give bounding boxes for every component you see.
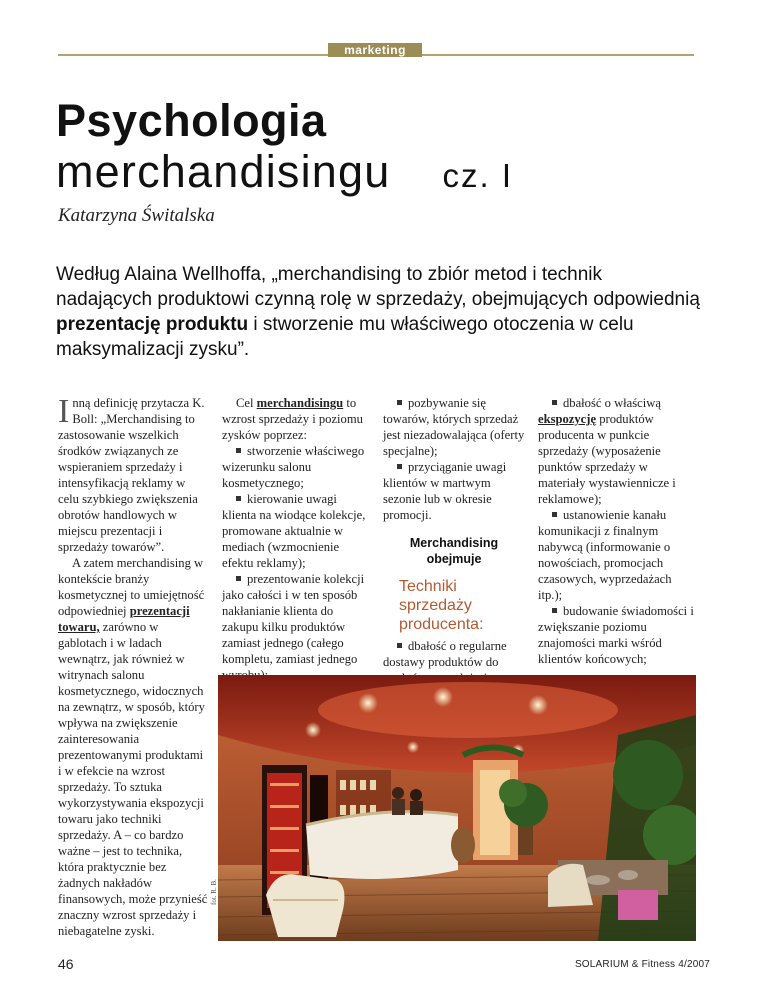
list-item <box>538 507 694 603</box>
link-prezentacji-towaru[interactable]: prezentacji towaru, <box>58 604 190 634</box>
col1-text-3: zarówno w gablotach i w ladach wewnątrz, jak również w witrynach salonu kosmetycznego, widocznych na zewnątrz, w sposób, który wpływa na zwiększenie zainteresowania prezentowanymi produktami i w efekcie na wzrost sprzedaży. To sztuka wykorzystywania ekspozycji towaru jako techniki sprzedaży. A – co bardzo ważne – jest to technika, która praktycznie bez żadnych nakładów finansowych, może przynieść znaczny wzrost sprzedaży i niebagatelne zyski. <box>58 620 208 938</box>
bullet-icon <box>397 643 402 648</box>
bullet-icon <box>552 608 557 613</box>
column-3 <box>383 395 525 718</box>
lead-paragraph <box>56 262 701 362</box>
col4-text-1: dbałość o właściwą <box>563 396 661 410</box>
list-item <box>383 395 525 459</box>
col2-bullet-3: prezentowanie kolekcji jako całości i w ten sposób nakłanianie klienta do zakupu kilku produktów zamiast jednego (całego kompletu, zamiast jednego <box>222 572 365 666</box>
title-line-2 <box>56 147 513 201</box>
col2-text-1: Cel <box>236 396 257 410</box>
title-part: cz. I <box>442 157 513 194</box>
col4-bullet-3: budowanie świadomości i zwiększanie poziomu znajomości marki wśród klientów końcowych; <box>538 604 694 666</box>
bullet-icon <box>236 448 241 453</box>
section-tag: marketing <box>328 43 422 57</box>
bullet-icon <box>552 512 557 517</box>
bullet-icon <box>397 400 402 405</box>
salon-interior-illustration <box>218 675 696 941</box>
subheading: Techniki sprzedaży producenta: <box>399 578 484 633</box>
page-number: 46 <box>58 956 74 972</box>
col3-bullet-3: dbałość o regularne dostawy produktów do <box>383 639 507 669</box>
salon-photo <box>218 675 696 941</box>
list-item <box>538 395 694 507</box>
drop-cap: I <box>58 393 70 430</box>
col2-bullet-2: kierowanie uwagi klienta na wiodące kolekcje, promowane aktualnie w mediach (wzmocnienie efektu reklamy); <box>222 492 366 570</box>
col2-intro <box>222 395 370 443</box>
box-heading: Merchandising obejmuje <box>409 536 499 566</box>
list-item <box>538 603 694 667</box>
col3-bullet-2: przyciąganie uwagi klientów w martwym sezonie lub w okresie promocji. <box>383 460 507 522</box>
lead-bold: prezentację produktu <box>56 314 249 335</box>
col1-text-1: nną definicję przytacza K. Boll: „Merchandising to zastosowanie wszelkich środków związanych ze wspieraniem sprzedaży i intensyfikacją reklamy w celu szybkiego zwiększenia obrotów handlowych w miejscu prezentacji i sprzedaży towarów”. <box>58 396 205 554</box>
col3-bullet-1: pozbywanie się towarów, których sprzedaż jest niezadowalająca (oferty specjalne); <box>383 396 525 458</box>
lead-text-1: Według Alaina Wellhoffa, „merchandising to zbiór metod i technik nadających produktowi czynną rolę w sprzedaży, obejmujących odpowiednią <box>56 264 700 310</box>
bullet-icon <box>397 464 402 469</box>
col2-bullet-1: stworzenie właściwego wizerunku salonu kosmetycznego; <box>222 444 365 490</box>
bullet-icon <box>236 496 241 501</box>
lead-text-2: i stworzenie mu właściwego otoczenia w celu maksymalizacji zysku”. <box>56 314 634 360</box>
author: Katarzyna Świtalska <box>58 205 215 226</box>
bullet-icon <box>236 576 241 581</box>
column-4 <box>538 395 694 667</box>
column-2 <box>222 395 370 683</box>
column-1 <box>58 395 208 939</box>
list-item <box>222 443 370 491</box>
col4-bullet-2: ustanowienie kanału komunikacji z finalnym nabywcą (informowanie o nowościach, promocjach czasowych, wyprzedażach itp.); <box>538 508 672 602</box>
col1-paragraph-1 <box>58 395 208 555</box>
photo-credit: fot. R. B. <box>210 879 218 905</box>
footer-publication: SOLARIUM & Fitness 4/2007 <box>574 959 710 970</box>
title-main: merchandisingu <box>56 146 391 197</box>
col1-text-2: A zatem merchandising w kontekście branży kosmetycznej to umiejętność odpowiedniej <box>58 556 205 618</box>
list-item <box>222 491 370 571</box>
list-item <box>222 571 370 683</box>
bullet-icon <box>552 400 557 405</box>
title-line-1: Psychologia <box>56 95 327 146</box>
link-ekspozycje[interactable]: ekspozycję <box>538 412 597 426</box>
link-merchandisingu[interactable]: merchandisingu <box>256 396 344 410</box>
col1-paragraph-2 <box>58 555 208 939</box>
col2-text-2: to wzrost sprzedaży i poziomu zysków poprzez: <box>222 396 363 442</box>
col4-text-2: produktów producenta w punkcie sprzedaży (wyposażenie punktów sprzedaży w materiały wystawiennicze i reklamowe); <box>538 412 676 506</box>
list-item <box>383 459 525 523</box>
